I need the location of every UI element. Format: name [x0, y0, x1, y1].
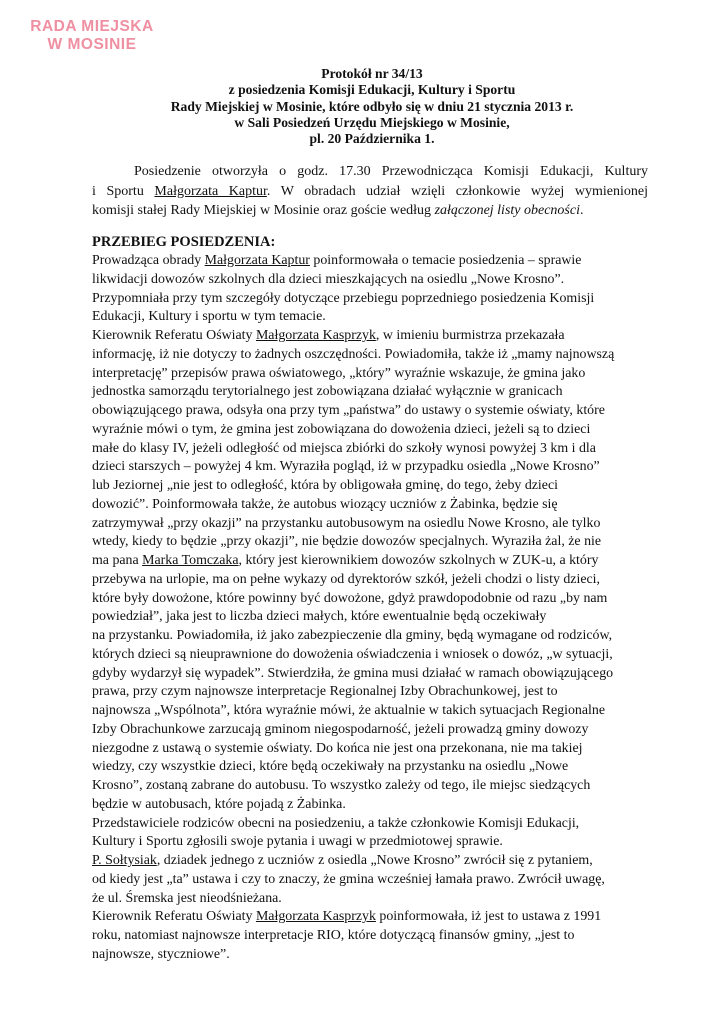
protocol-number: Protokół nr 34/13	[321, 66, 423, 81]
text-line	[92, 327, 650, 346]
text-span: komisji stałej Rady Miejskiej w Mosinie oraz goście według	[92, 203, 435, 219]
person-name: Marka Tomczaka	[142, 553, 239, 568]
text-span: .	[579, 203, 584, 219]
intro-line	[92, 201, 648, 221]
paragraph	[92, 908, 650, 964]
paragraph	[92, 252, 650, 327]
text-line: niezgodne z ustawą o systemie oświaty. Do końca nie jest ona przekonana, nie ma takiej	[92, 740, 583, 756]
text-line: informację, iż nie dotyczy to żadnych oszczędności. Powiadomiła, także iż „mamy najnowszą	[92, 346, 615, 362]
meeting-proceedings	[92, 252, 650, 965]
text-line	[92, 252, 650, 271]
text-line: od kiedy jest „ta” ustawa i czy to znaczy, że gmina wcześniej łamała prawo. Zwrócił uwagę,	[92, 871, 605, 887]
text-line: dzieci starszych – powyżej 4 km. Wyraziła pogląd, iż w przypadku osiedla „Nowe Krosno”	[92, 459, 600, 475]
paragraph	[92, 852, 650, 908]
text-span: , w imieniu burmistrza przekazała	[375, 328, 565, 343]
text-line: dowozić”. Poinformowała także, że autobus wiozący uczniów z Żabinka, będzie się	[92, 496, 558, 512]
person-name: Małgorzata Kaptur	[204, 253, 310, 268]
section-title: PRZEBIEG POSIEDZENIA:	[92, 234, 276, 250]
text-span: . W obradach udział wzięli członkowie wyżej wymienionej	[266, 183, 649, 199]
header-line-4: w Sali Posiedzeń Urzędu Miejskiego w Mosinie,	[234, 114, 510, 130]
text-span: , który jest kierownikiem dowozów szkolnych w ZUK-u, a który	[238, 553, 599, 568]
text-line: wiedzy, czy wszystkie dzieci, które będą oczekiwały na przystanku na osiedlu „Nowe	[92, 759, 569, 775]
text-line: będzie w autobusach, które pojadą z Żabinka.	[92, 796, 346, 812]
text-span: poinformowała o temacie posiedzenia – sprawie	[309, 253, 582, 268]
document-header	[92, 66, 652, 147]
stamp-line-2: W MOSINIE	[47, 36, 137, 53]
text-line: Edukacji, Kultury i sportu w tym temacie.	[92, 309, 326, 325]
council-stamp	[22, 18, 162, 54]
text-line: powiedział”, jaka jest to liczba dzieci małych, które ewentualnie będą oczekiwały	[92, 609, 547, 625]
text-line: gdyby wydarzył się wypadek”. Stwierdziła, że gmina musi działać w ramach obowiązującego	[92, 665, 614, 681]
text-line: najnowsza „Wspólnota”, która wyraźnie mówi, że aktualnie w takich sytuacjach Regionalne	[92, 703, 605, 718]
text-span: ma pana	[92, 553, 143, 568]
text-line: Izby Obrachunkowe zarzucają gminom niegospodarność, jeżeli prowadzą gminy dowozy	[92, 721, 589, 737]
text-line: Przedstawiciele rodziców obecni na posiedzeniu, a także członkowie Komisji Edukacji,	[92, 815, 580, 831]
text-line: Przypomniała przy tym szczegóły dotyczące przebiegu poprzedniego posiedzenia Komisji	[92, 290, 595, 306]
text-line: przebywa na urlopie, ma on pełne wykazy od dyrektorów szkół, jeżeli chodzi o listy dzieci,	[92, 571, 600, 587]
paragraph	[92, 815, 650, 853]
text-line: wyraźnie mówi o tym, że gmina jest zobowiązana do dowożenia dzieci, jeżeli są to dzieci	[92, 421, 591, 437]
text-span: Prowadząca obrady	[92, 253, 205, 268]
text-span: Kierownik Referatu Oświaty	[92, 328, 256, 343]
text-line: obowiązującego prawa, odsyła ona przy tym „państwa” do ustawy o systemie oświaty, które	[92, 403, 605, 418]
person-name: Małgorzata Kasprzyk	[255, 328, 376, 343]
text-line: które były dowożone, które powinny być dowożone, gdyż prawdopodobnie od razu „by nam	[92, 590, 608, 606]
header-line-2: z posiedzenia Komisji Edukacji, Kultury i Sportu	[228, 82, 516, 98]
text-line: likwidacji dowozów szkolnych dla dzieci mieszkających na osiedlu „Nowe Krosno”.	[92, 271, 565, 287]
text-line: że ul. Śremska jest nieodśnieżana.	[92, 890, 282, 906]
text-line: lub Jeziornej „nie jest to odległość, która by obligowała gminę, do tego, żeby dzieci	[92, 478, 558, 493]
intro-paragraph	[92, 162, 648, 221]
text-line	[92, 552, 650, 571]
text-line: najnowsze, styczniowe”.	[92, 946, 230, 962]
header-line-3: Rady Miejskiej w Mosinie, które odbyło się w dniu 21 stycznia 2013 r.	[170, 98, 574, 114]
text-line: interpretację” przepisów prawa oświatowego, „który” wyraźnie wskazuje, że gmina jako	[92, 365, 586, 381]
text-line: roku, natomiast najnowsze interpretacje RIO, które dotyczącą finansów gminy, „jest to	[92, 928, 575, 943]
person-name: Małgorzata Kasprzyk	[255, 909, 376, 925]
text-line: których dzieci są nieuprawnione do dowożenia oświadczenia i wniosek o dowóz, „w sytuacji,	[92, 646, 613, 662]
text-line: Krosno”, zostaną zabrane do autobusu. To wszystko zależy od tego, ile miejsc siedzących	[92, 778, 591, 793]
attendance-list-reference: załączonej listy obecności	[434, 203, 580, 219]
person-name: P. Sołtysiak	[92, 853, 157, 868]
text-line	[92, 908, 650, 927]
stamp-line-1: RADA MIEJSKA	[30, 18, 154, 35]
text-span: , dziadek jednego z uczniów z osiedla „Nowe Krosno” zwrócił się z pytaniem,	[156, 853, 593, 868]
text-span: poinformowała, iż jest to ustawa z 1991	[375, 909, 602, 925]
text-line: zatrzymywał „przy okazji” na przystanku autobusowym na osiedlu Nowe Krosno, ale tylko	[92, 515, 601, 531]
text-span: Kierownik Referatu Oświaty	[92, 909, 256, 925]
intro-line: Posiedzenie otworzyła o godz. 17.30 Przewodnicząca Komisji Edukacji, Kultury	[134, 164, 648, 179]
header-line-5: pl. 20 Października 1.	[309, 131, 435, 147]
text-line: prawa, przy czym najnowsze interpretacje Regionalnej Izby Obrachunkowej, jest to	[92, 684, 558, 700]
text-line: małe do klasy IV, jeżeli odległość od miejsca zbiórki do szkoły wynosi powyżej 3 km i dla	[92, 440, 596, 456]
text-line	[92, 852, 650, 871]
intro-line	[92, 182, 648, 202]
text-line: na przystanku. Powiadomiła, iż jako zabezpieczenie dla gminy, będą wymagane od rodziców,	[92, 628, 613, 643]
text-span: i Sportu	[92, 183, 155, 199]
paragraph	[92, 327, 650, 815]
text-line: jednostka samorządu terytorialnego jest zobowiązana działać wyłącznie w granicach	[92, 384, 563, 400]
text-line: Kultury i Sportu zgłosili swoje pytania i uwagi w przedmiotowej sprawie.	[92, 834, 503, 850]
person-name: Małgorzata Kaptur	[154, 183, 267, 199]
text-line: wtedy, kiedy to będzie „przy okazji”, nie będzie dowozów specjalnych. Wyraziła żal, że nie	[92, 534, 602, 550]
